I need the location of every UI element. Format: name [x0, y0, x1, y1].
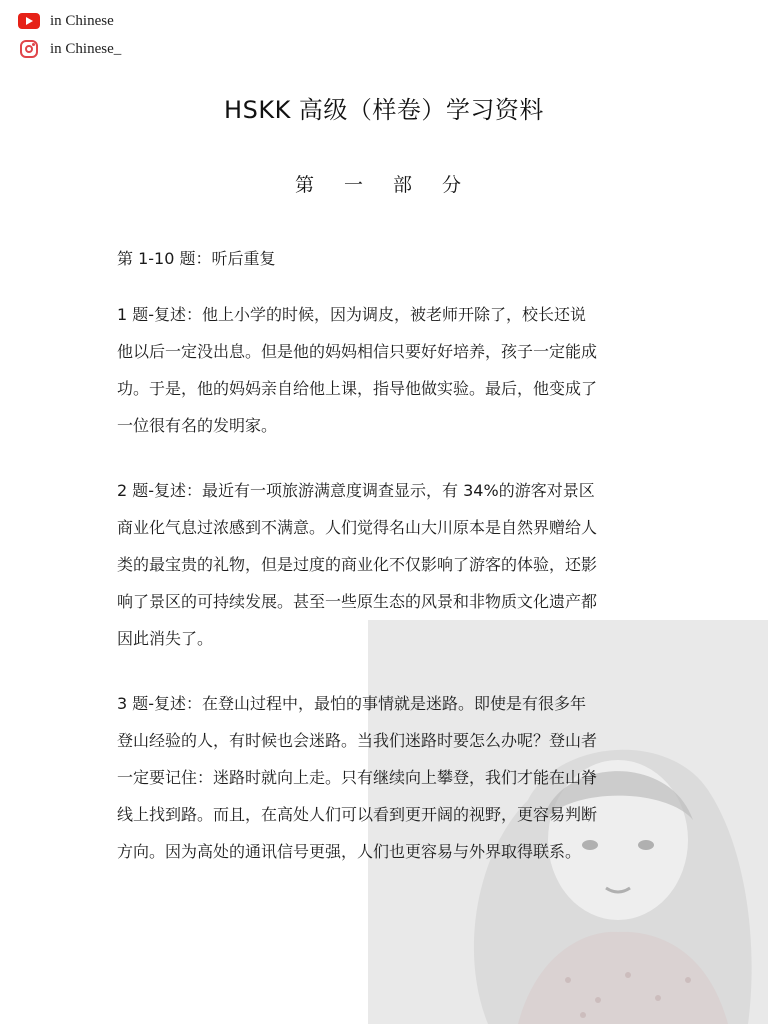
section-label: 第 1-10 题：听后重复	[117, 249, 276, 268]
passage-2	[117, 472, 657, 657]
passage-line: 他以后一定没出息。但是他的妈妈相信只要好好培养，孩子一定能成	[117, 342, 598, 361]
document-title: HSKK 高级（样卷）学习资料	[224, 96, 544, 124]
document-body	[117, 244, 657, 870]
passage-line: 1 题-复述：他上小学的时候，因为调皮，被老师开除了，校长还说	[117, 305, 587, 324]
youtube-label: in Chinese	[50, 12, 114, 29]
passage-line: 一位很有名的发明家。	[117, 416, 278, 435]
passage-line: 线上找到路。而且，在高处人们可以看到更开阔的视野，更容易判断	[117, 805, 598, 824]
passage-line: 商业化气息过浓感到不满意。人们觉得名山大川原本是自然界赠给人	[117, 518, 598, 537]
passage-line: 响了景区的可持续发展。甚至一些原生态的风景和非物质文化遗产都	[117, 592, 598, 611]
instagram-link[interactable]	[18, 38, 121, 60]
youtube-icon	[18, 13, 40, 29]
passage-line: 方向。因为高处的通讯信号更强，人们也更容易与外界取得联系。	[117, 842, 582, 861]
instagram-icon	[20, 40, 38, 58]
passage-line: 一定要记住：迷路时就向上走。只有继续向上攀登，我们才能在山脊	[117, 768, 598, 787]
passage-line: 3 题-复述：在登山过程中，最怕的事情就是迷路。即使是有很多年	[117, 694, 587, 713]
passage-3	[117, 685, 657, 870]
passage-line: 因此消失了。	[117, 629, 214, 648]
youtube-link[interactable]	[18, 10, 121, 32]
instagram-label: in Chinese_	[50, 40, 122, 57]
passage-line: 2 题-复述：最近有一项旅游满意度调查显示，有 34%的游客对景区	[117, 481, 595, 500]
passage-line: 功。于是，他的妈妈亲自给他上课，指导他做实验。最后，他变成了	[117, 379, 598, 398]
social-links	[18, 10, 121, 66]
passage-line: 登山经验的人，有时候也会迷路。当我们迷路时要怎么办呢？登山者	[117, 731, 598, 750]
part-heading: 第 一 部 分	[294, 174, 474, 196]
passage-1	[117, 296, 657, 444]
passage-line: 类的最宝贵的礼物，但是过度的商业化不仅影响了游客的体验，还影	[117, 555, 598, 574]
